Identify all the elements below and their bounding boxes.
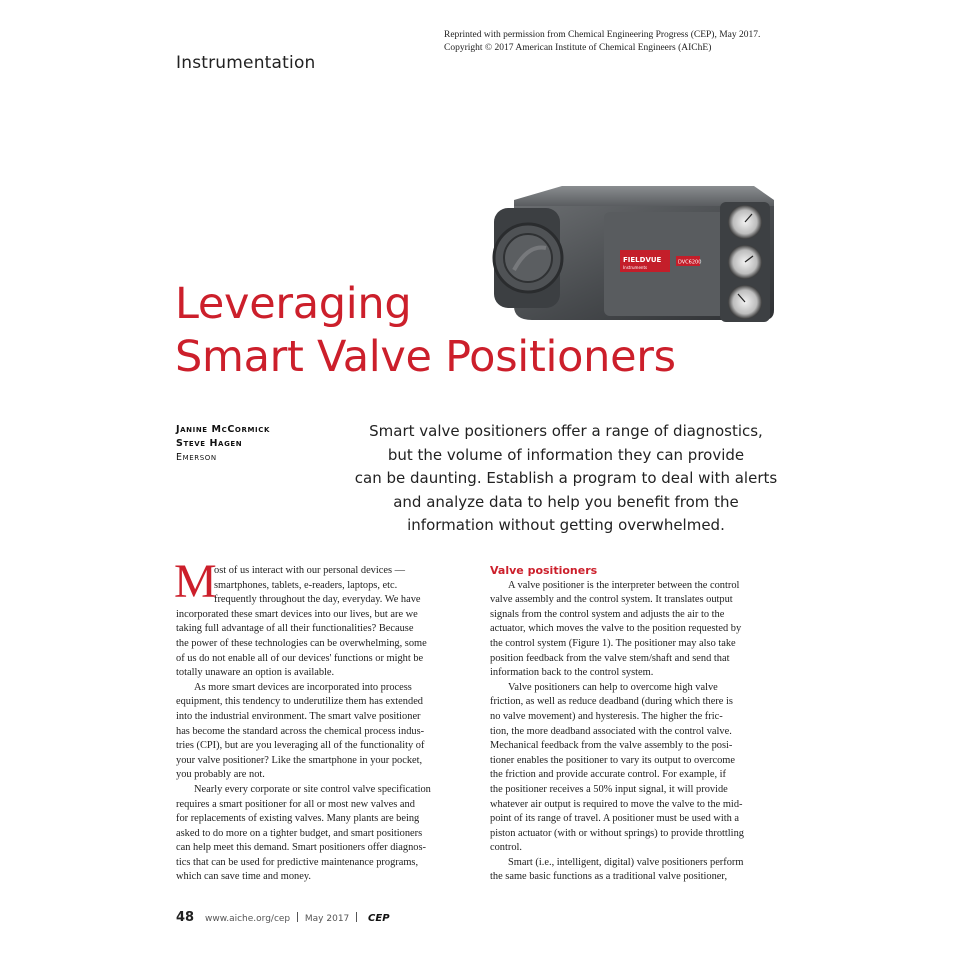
model-badge: DVC6200: [678, 259, 702, 266]
title-line-1: Leveraging: [175, 279, 412, 329]
body-line: piston actuator (with or without springs) to provide throttling: [490, 827, 744, 839]
body-line: the control system (Figure 1). The positioner may also take: [490, 637, 736, 649]
body-line: Mechanical feedback from the valve assembly to the posi-: [490, 740, 733, 752]
footer-separator: [356, 912, 357, 922]
body-line: can help meet this demand. Smart positioners offer diagnos-: [176, 842, 426, 854]
body-line: has become the standard across the chemical process indus-: [176, 725, 425, 737]
reprint-line-2: Copyright © 2017 American Institute of Chemical Engineers (AIChE): [444, 43, 712, 53]
body-line: tics that can be used for predictive maintenance programs,: [176, 856, 419, 868]
body-line: into the industrial environment. The smart valve positioner: [176, 710, 421, 722]
body-line: you probably are not.: [176, 769, 265, 781]
body-line: As more smart devices are incorporated into process: [194, 681, 412, 693]
page-number: 48: [176, 910, 195, 925]
body-line: point of its range of travel. A positioner must be used with a: [490, 813, 740, 825]
footer-url: www.aiche.org/cep: [204, 914, 291, 924]
article-title: [175, 278, 775, 384]
body-line: the power of these technologies can be overwhelming, some: [176, 637, 427, 649]
body-line: Smart (i.e., intelligent, digital) valve positioners perform: [508, 856, 744, 868]
body-line: equipment, this tendency to underutilize them has extended: [176, 696, 423, 708]
body-line: tries (CPI), but are you leveraging all of the functionality of: [176, 740, 425, 752]
body-line: no valve movement) and hysteresis. The higher the fric-: [490, 710, 723, 722]
section-subhead: Valve positioners: [490, 564, 598, 577]
body-column-left: [174, 555, 476, 885]
body-line: smartphones, tablets, e-readers, laptops, etc.: [214, 579, 398, 591]
title-line-2: Smart Valve Positioners: [175, 332, 676, 382]
reprint-line-1: Reprinted with permission from Chemical Engineering Progress (CEP), May 2017.: [444, 30, 761, 40]
abstract-line: and analyze data to help you benefit from the: [393, 492, 739, 511]
abstract-line: but the volume of information they can provide: [387, 445, 745, 464]
body-line: of us do not enable all of our devices' functions or might be: [176, 652, 424, 664]
body-line: friction, as well as reduce deadband (during which there is: [490, 696, 733, 708]
author-block: [176, 423, 270, 465]
author-affiliation: Emerson: [176, 452, 217, 463]
brand-sub-label: Instruments: [623, 265, 648, 270]
body-line: asked to do more on a tighter budget, and smart positioners: [176, 827, 423, 839]
body-line: A valve positioner is the interpreter between the control: [508, 579, 740, 591]
page-footer: [176, 910, 390, 925]
body-column-right: [490, 564, 790, 885]
body-line: the friction and provide accurate control. For example, if: [490, 769, 727, 781]
drop-cap: M: [174, 555, 217, 608]
body-line: control.: [490, 842, 523, 854]
section-label: Instrumentation: [176, 53, 316, 73]
footer-date: May 2017: [304, 914, 350, 924]
body-line: actuator, which moves the valve to the position requested by: [490, 623, 742, 635]
body-line: ost of us interact with our personal devices —: [214, 565, 406, 576]
body-line: tion, the more deadband associated with the control valve.: [490, 725, 732, 737]
body-line: your valve positioner? Like the smartphone in your pocket,: [176, 754, 423, 766]
brand-label: FIELDVUE: [623, 256, 662, 264]
body-line: requires a smart positioner for all or most new valves and: [176, 798, 415, 810]
footer-separator: [297, 912, 298, 922]
abstract-line: Smart valve positioners offer a range of diagnostics,: [369, 422, 763, 440]
body-line: frequently throughout the day, everyday. We have: [214, 594, 421, 606]
body-line: whatever air output is required to move the valve to the mid-: [490, 798, 743, 810]
journal-name: CEP: [368, 913, 390, 924]
body-line: which can save time and money.: [176, 871, 311, 883]
body-line: information back to the control system.: [490, 667, 654, 679]
abstract-line: can be daunting. Establish a program to deal with alerts: [354, 469, 778, 487]
body-line: valve assembly and the control system. It translates output: [490, 594, 733, 606]
abstract: [340, 420, 792, 538]
author-name: Steve Hagen: [176, 438, 243, 449]
body-line: signals from the control system and adjusts the air to the: [490, 608, 725, 620]
abstract-line: information without getting overwhelmed.: [407, 516, 725, 534]
body-line: Valve positioners can help to overcome high valve: [508, 681, 718, 693]
body-line: incorporated these smart devices into our lives, but are we: [176, 608, 418, 620]
body-line: taking full advantage of all their functionalities? Because: [176, 623, 414, 635]
body-line: for replacements of existing valves. Many plants are being: [176, 813, 420, 825]
author-name: Janine McCormick: [176, 424, 270, 435]
body-line: Nearly every corporate or site control valve specification: [194, 783, 431, 795]
body-line: totally unaware an option is available.: [176, 667, 335, 679]
body-line: the same basic functions as a traditional valve positioner,: [490, 871, 728, 883]
reprint-notice: [444, 29, 804, 55]
body-line: tioner enables the positioner to vary its output to overcome: [490, 754, 735, 766]
body-line: the positioner receives a 50% input signal, it will provide: [490, 783, 728, 795]
body-line: position feedback from the valve stem/shaft and send that: [490, 652, 730, 664]
